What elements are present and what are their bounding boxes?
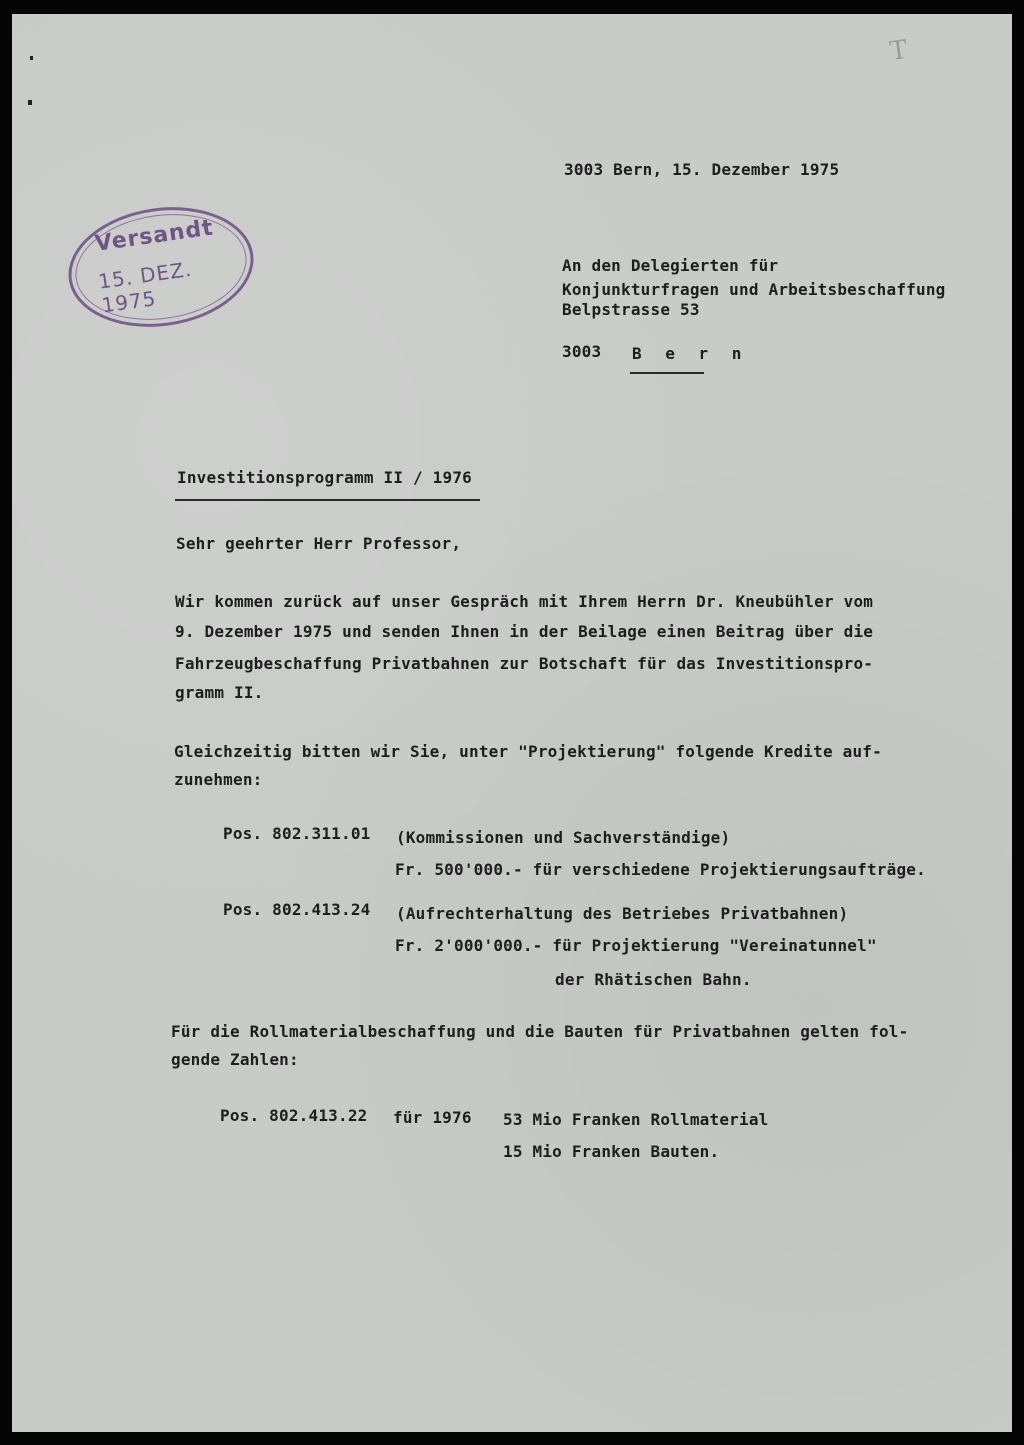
- recipient-line-1: An den Delegierten für: [562, 256, 779, 275]
- handwritten-mark: T: [887, 34, 910, 68]
- credit-2-amount: Fr. 2'000'000.- für Projektierung "Vereinatunnel": [395, 936, 877, 955]
- figures-buildings: 15 Mio Franken Bauten.: [503, 1142, 720, 1161]
- recipient-line-2: Konjunkturfragen und Arbeitsbeschaffung: [562, 280, 946, 299]
- paragraph-2-line-1: Gleichzeitig bitten wir Sie, unter "Projektierung" folgende Kredite auf-: [174, 742, 882, 761]
- subject-underline: [175, 499, 480, 501]
- paragraph-1-line-2: 9. Dezember 1975 und senden Ihnen in der Beilage einen Beitrag über die: [175, 622, 874, 641]
- figures-position: Pos. 802.413.22: [220, 1106, 368, 1125]
- paragraph-1-line-4: gramm II.: [175, 683, 264, 702]
- paragraph-1-line-1: Wir kommen zurück auf unser Gespräch mit Ihrem Herrn Dr. Kneubühler vom: [175, 592, 874, 611]
- stamp-title: Versandt: [93, 215, 216, 257]
- stamp-date: 15. DEZ. 1975: [96, 256, 194, 318]
- recipient-postcode: 3003: [562, 342, 602, 361]
- subject-line: Investitionsprogramm II / 1976: [177, 468, 472, 487]
- credit-1-description: (Kommissionen und Sachverständige): [396, 828, 731, 847]
- recipient-city: B e r n: [632, 344, 749, 363]
- credit-2-description: (Aufrechterhaltung des Betriebes Privatbahnen): [396, 904, 849, 923]
- punch-mark-top: [30, 56, 33, 60]
- figures-rolling-stock: 53 Mio Franken Rollmaterial: [503, 1110, 769, 1129]
- paragraph-1-line-3: Fahrzeugbeschaffung Privatbahnen zur Botschaft für das Investitionspro-: [175, 654, 874, 673]
- paragraph-2-line-2: zunehmen:: [174, 770, 263, 789]
- figures-year: für 1976: [393, 1108, 472, 1127]
- dispatch-stamp: [61, 196, 262, 339]
- letter-page: [12, 14, 1012, 1432]
- credit-2-position: Pos. 802.413.24: [223, 900, 371, 919]
- credit-1-amount: Fr. 500'000.- für verschiedene Projektierungsaufträge.: [395, 860, 926, 879]
- recipient-line-3: Belpstrasse 53: [562, 300, 700, 319]
- punch-mark-bottom: [28, 100, 32, 105]
- city-underline: [630, 372, 704, 374]
- credit-1-position: Pos. 802.311.01: [223, 824, 371, 843]
- paragraph-3-line-2: gende Zahlen:: [171, 1050, 299, 1069]
- date-line: 3003 Bern, 15. Dezember 1975: [564, 160, 840, 179]
- credit-2-amount-continued: der Rhätischen Bahn.: [555, 970, 752, 989]
- paragraph-3-line-1: Für die Rollmaterialbeschaffung und die Bauten für Privatbahnen gelten fol-: [171, 1022, 909, 1041]
- salutation: Sehr geehrter Herr Professor,: [176, 534, 462, 553]
